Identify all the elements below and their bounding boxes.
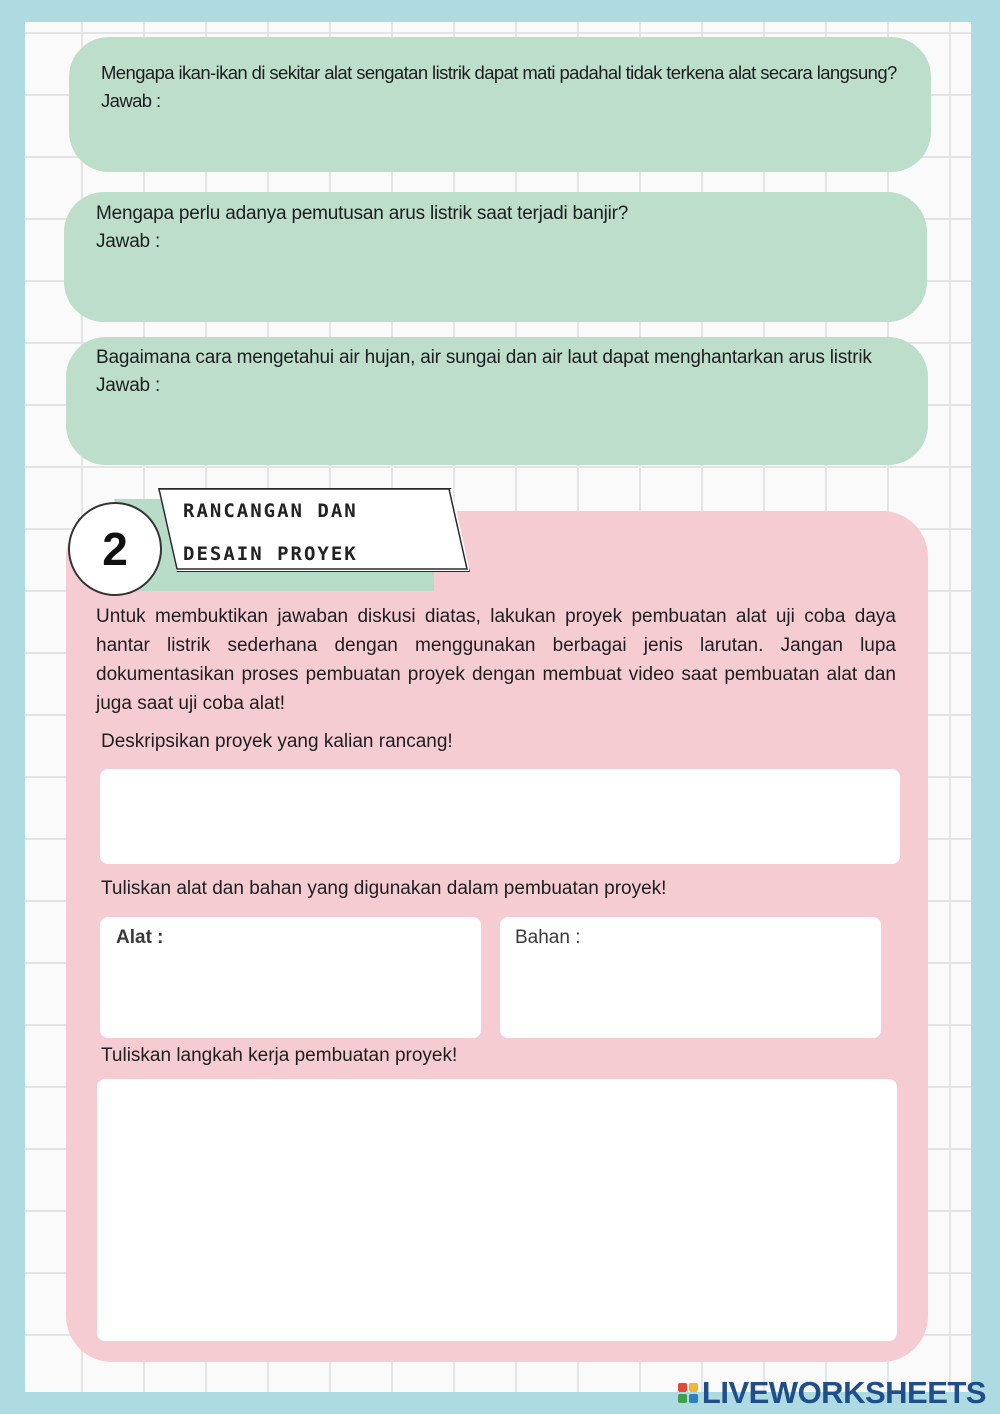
section-intro-text: Untuk membuktikan jawaban diskusi diatas, lakukan proyek pembuatan alat uji coba daya hantar listrik sederhana dengan menggunakan berbagai jenis larutan. Jangan lupa dokumentasikan proses pembuatan proyek dengan membuat video saat pembuatan alat dan juga saat uji coba alat! — [96, 606, 896, 714]
bahan-answer-box[interactable] — [500, 917, 881, 1038]
liveworksheets-logo — [678, 1375, 986, 1410]
question-3-text: Bagaimana cara mengetahui air hujan, air sungai dan air laut dapat menghantarkan arus listrik — [96, 347, 872, 368]
bahan-label: Bahan : — [515, 927, 581, 948]
question-card-1 — [69, 37, 931, 172]
liveworksheets-logo-icon — [678, 1383, 698, 1403]
describe-answer-box[interactable] — [100, 769, 900, 864]
question-card-3 — [66, 337, 928, 465]
alat-label: Alat : — [116, 927, 164, 948]
question-1-text: Mengapa ikan-ikan di sekitar alat sengatan listrik dapat mati padahal tidak terkena alat secara langsung? — [101, 62, 897, 83]
question-2-text: Mengapa perlu adanya pemutusan arus listrik saat terjadi banjir? — [96, 203, 629, 224]
question-2-answer-label: Jawab : — [96, 231, 161, 252]
steps-prompt: Tuliskan langkah kerja pembuatan proyek! — [101, 1045, 458, 1066]
alat-answer-box[interactable] — [100, 917, 481, 1038]
section-number-badge: 2 — [68, 502, 162, 596]
section-title-line-1: RANCANGAN DAN — [183, 500, 358, 522]
section-title — [183, 490, 443, 576]
question-3-answer-label: Jawab : — [96, 375, 161, 396]
tools-prompt: Tuliskan alat dan bahan yang digunakan dalam pembuatan proyek! — [101, 878, 667, 899]
question-1-answer-label: Jawab : — [101, 90, 161, 111]
liveworksheets-brand-name: LIVEWORKSHEETS — [701, 1375, 986, 1410]
steps-answer-box[interactable] — [97, 1079, 897, 1341]
describe-prompt: Deskripsikan proyek yang kalian rancang! — [101, 731, 453, 752]
section-title-line-2: DESAIN PROYEK — [183, 543, 358, 565]
question-card-2 — [64, 192, 927, 322]
